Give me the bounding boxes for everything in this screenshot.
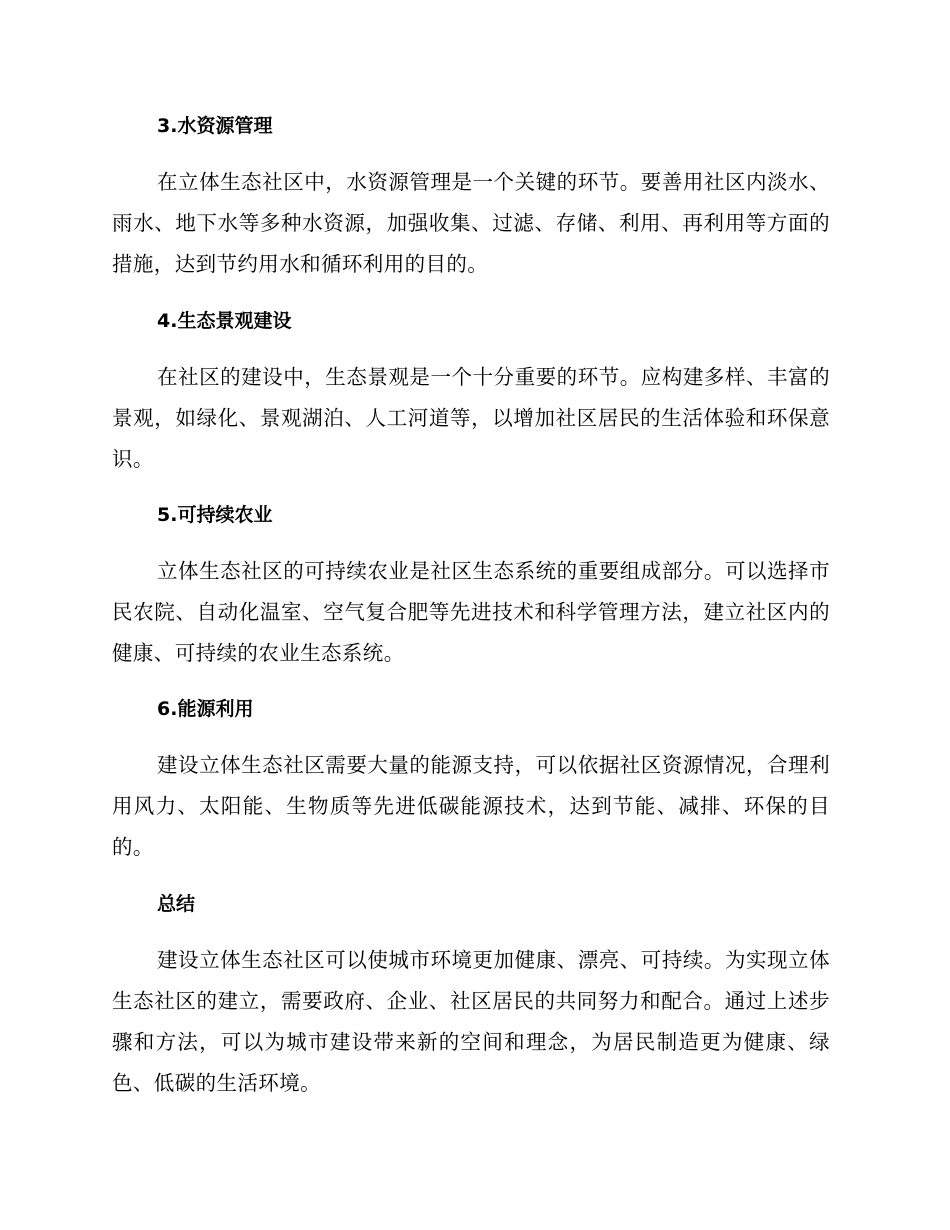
section-heading: 3.水资源管理	[157, 115, 273, 137]
section-paragraph: 建设立体生态社区需要大量的能源支持，可以依据社区资源情况，合理利用风力、太阳能、生物质等先进低碳能源技术，达到节能、减排、环保的目的。	[112, 753, 830, 859]
section-paragraph: 在立体生态社区中，水资源管理是一个关键的环节。要善用社区内淡水、雨水、地下水等多种水资源，加强收集、过滤、存储、利用、再利用等方面的措施，达到节约用水和循环利用的目的。	[112, 170, 830, 276]
section-heading: 5.可持续农业	[157, 504, 273, 526]
section-heading: 4.生态景观建设	[157, 310, 292, 332]
section-paragraph: 立体生态社区的可持续农业是社区生态系统的重要组成部分。可以选择市民农院、自动化温室、空气复合肥等先进技术和科学管理方法，建立社区内的健康、可持续的农业生态系统。	[112, 559, 830, 665]
section-heading: 6.能源利用	[157, 698, 254, 720]
section-paragraph: 在社区的建设中，生态景观是一个十分重要的环节。应构建多样、丰富的景观，如绿化、景观湖泊、人工河道等，以增加社区居民的生活体验和环保意识。	[112, 365, 830, 471]
section-paragraph: 建设立体生态社区可以使城市环境更加健康、漂亮、可持续。为实现立体生态社区的建立，需要政府、企业、社区居民的共同努力和配合。通过上述步骤和方法，可以为城市建设带来新的空间和理念，为居民制造更为健康、绿色、低碳的生活环境。	[112, 948, 830, 1095]
section-heading: 总结	[157, 893, 196, 915]
